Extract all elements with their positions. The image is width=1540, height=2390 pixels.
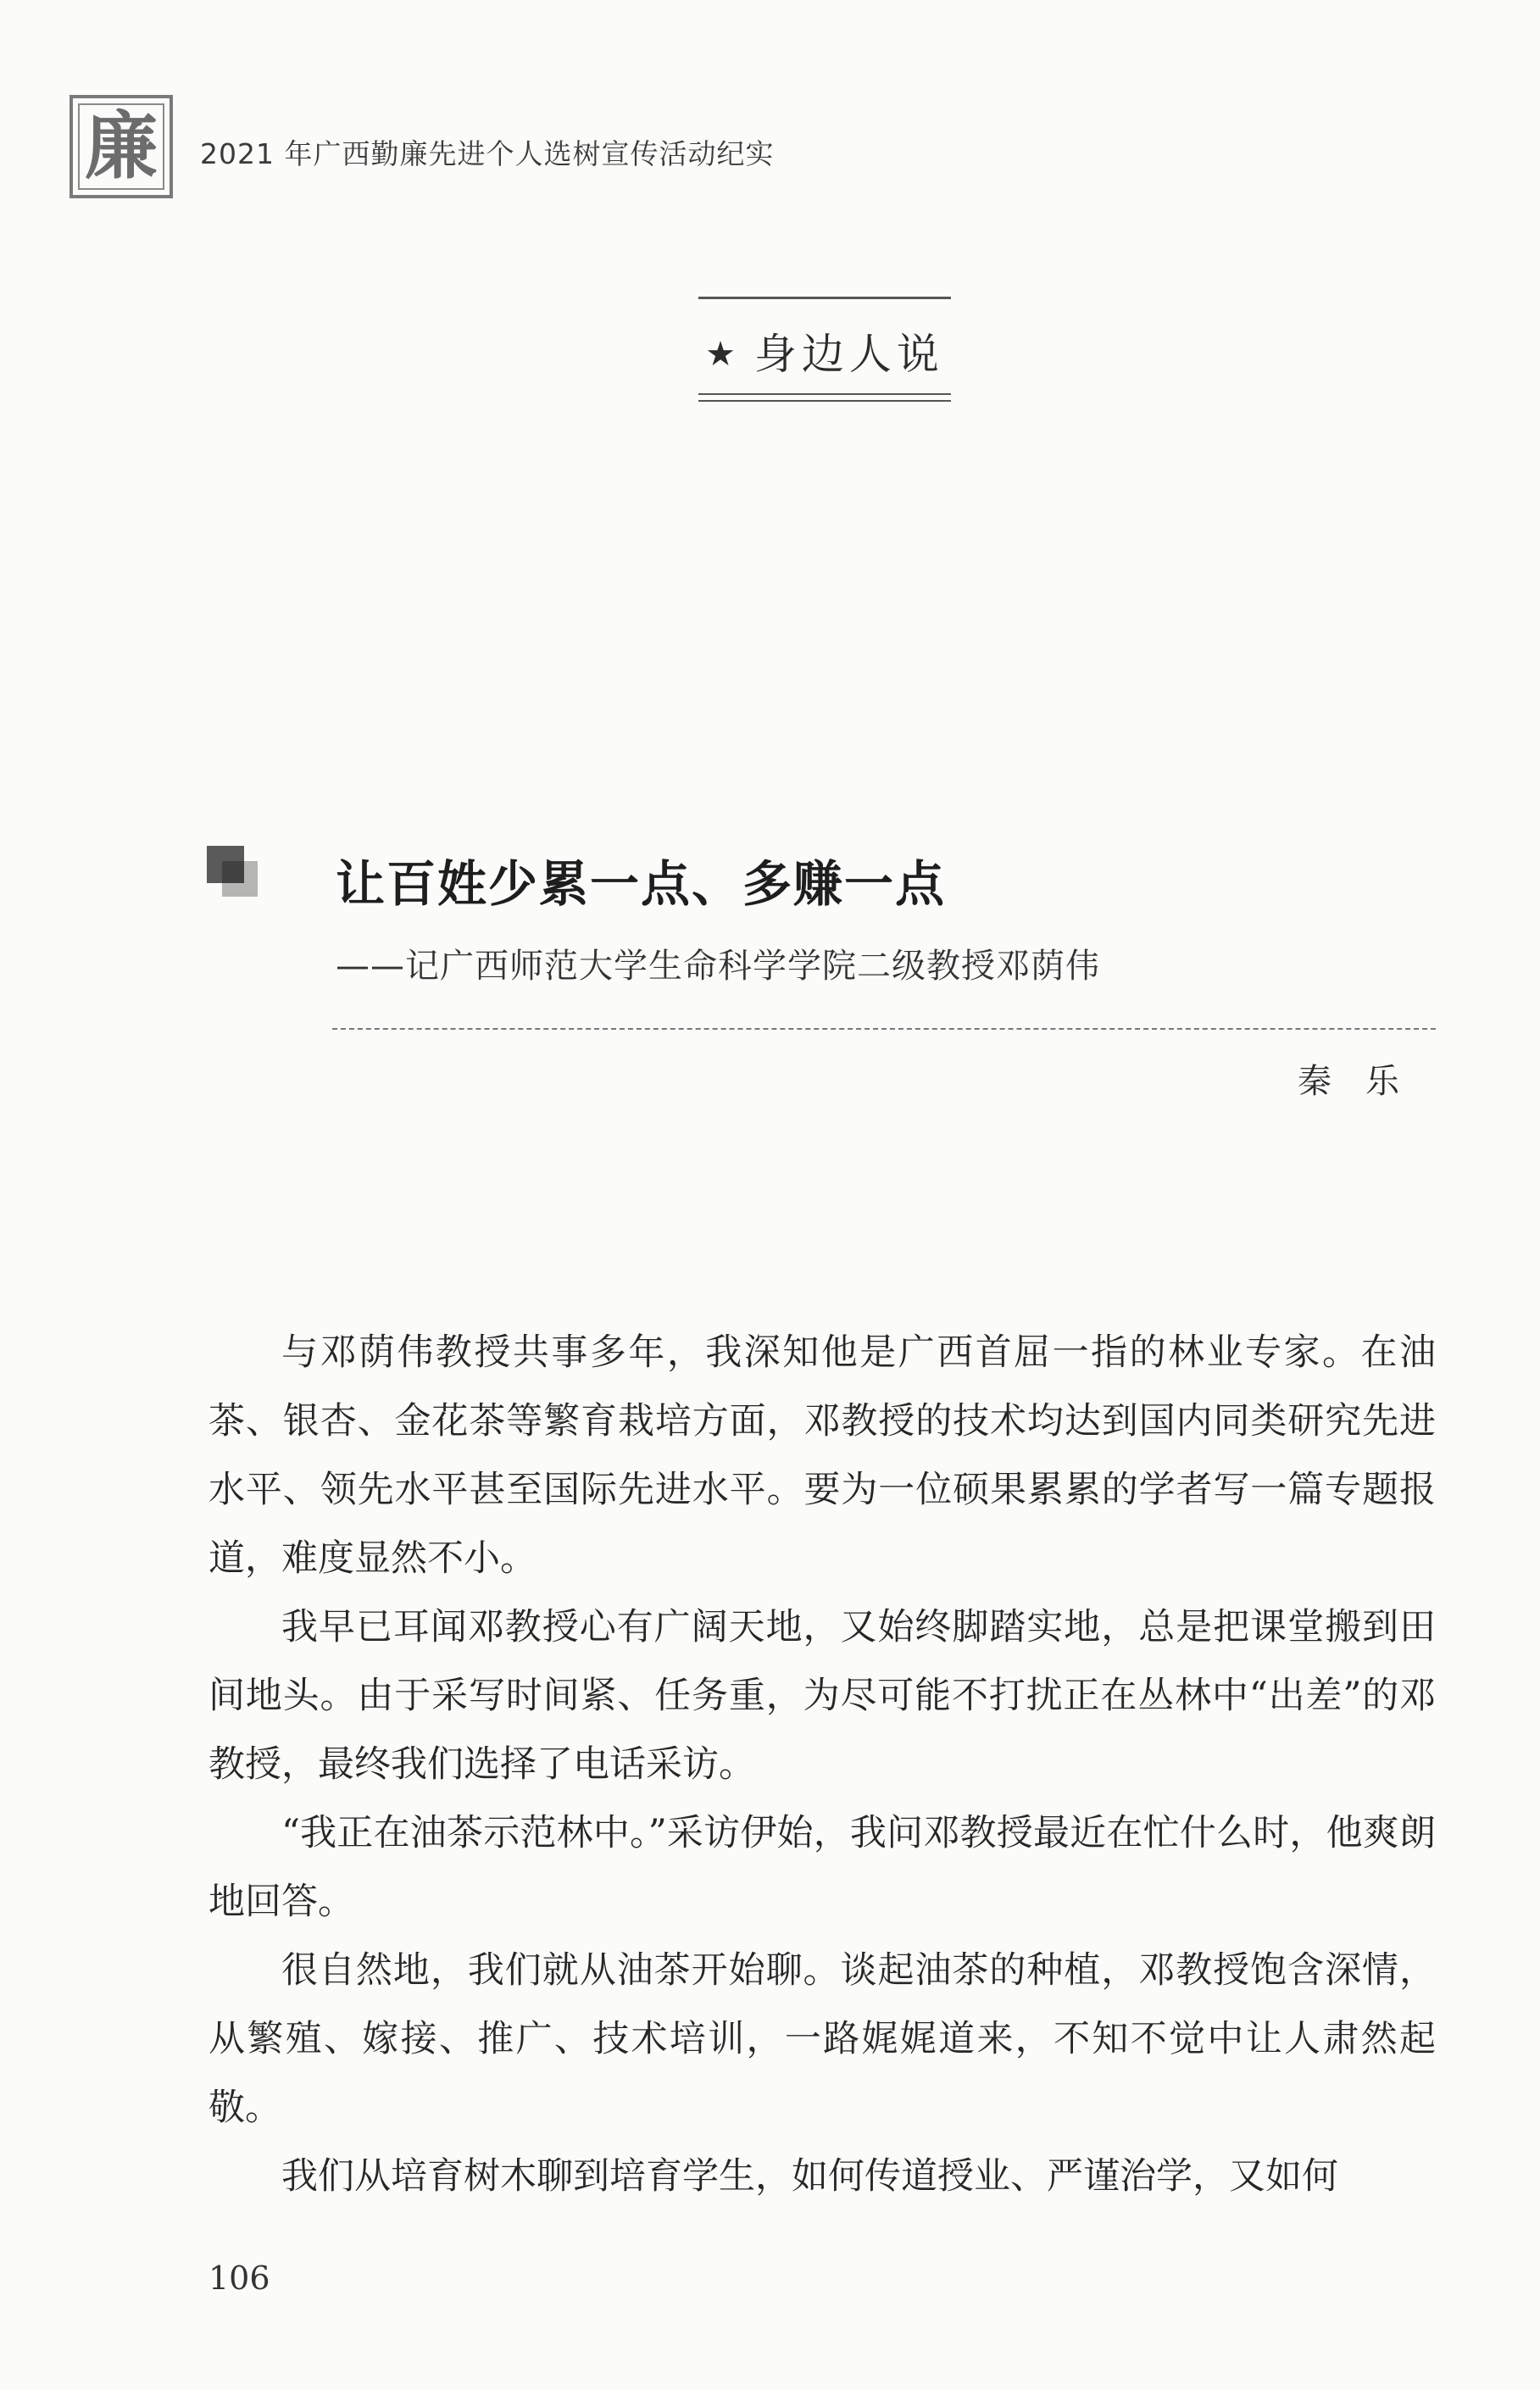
section-rule-bottom [698,393,951,402]
body-paragraph: 我们从培育树木聊到培育学生，如何传道授业、严谨治学，又如何 [281,2155,1338,2198]
section-tag [698,297,951,402]
body-paragraph: 我早已耳闻邓教授心有广阔天地，又始终脚踏实地，总是把课堂搬到田间地头。由于采写时间紧、任务重，为尽可能不打扰正在丛林中“出差”的邓教授，最终我们选择了电话采访。 [208,1606,1436,1786]
body-paragraph: 很自然地，我们就从油茶开始聊。谈起油茶的种植，邓教授饱含深情，从繁殖、嫁接、推广、技术培训，一路娓娓道来，不知不觉中让人肃然起敬。 [208,1949,1436,2129]
article-title: 让百姓少累一点、多赚一点 [336,855,947,913]
seal-logo [69,95,173,198]
section-label-text: 身边人说 [753,330,944,379]
page-number: 106 [208,2259,270,2297]
title-square-mark-icon [207,846,258,897]
section-rule-top [698,297,951,299]
article-subtitle: ——记广西师范大学生命科学学院二级教授邓荫伟 [336,947,1100,986]
dashed-divider [332,1028,1436,1030]
seal-logo-char: 廉 [85,103,158,189]
body-paragraph: 与邓荫伟教授共事多年，我深知他是广西首屈一指的林业专家。在油茶、银杏、金花茶等繁育栽培方面，邓教授的技术均达到国内同类研究先进水平、领先水平甚至国际先进水平。要为一位硕果累累的学者写一篇专题报道，难度显然不小。 [208,1331,1436,1580]
star-icon: ★ [705,335,741,374]
running-head: 2021 年广西勤廉先进个人选树宣传活动纪实 [200,137,775,170]
body-paragraph: “我正在油茶示范林中。”采访伊始，我问邓教授最近在忙什么时，他爽朗地回答。 [208,1812,1436,1923]
article-body [208,1319,1436,2211]
section-label [698,320,951,381]
author-name: 秦乐 [1298,1062,1433,1101]
